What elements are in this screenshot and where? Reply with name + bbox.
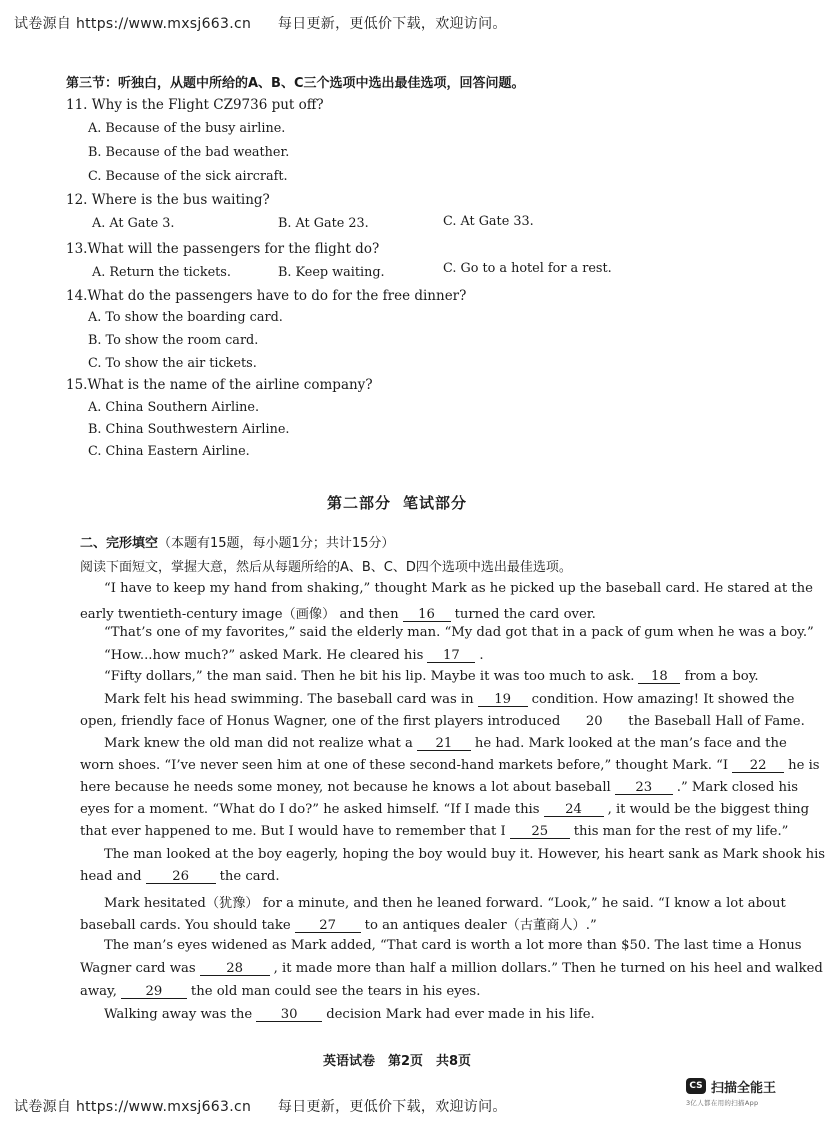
question-11: 11. Why is the Flight CZ9736 put off? [66,97,324,113]
q15-option-b: B. China Southwestern Airline. [88,422,290,437]
q14-option-a: A. To show the boarding card. [88,310,283,325]
passage-line-9: worn shoes. “I’ve never seen him at one of these second-hand markets before,” thought Mark. “I 22 he is [80,758,820,773]
q14-option-c: C. To show the air tickets. [88,356,257,371]
section-head-listening: 第三节：听独白，从题中所给的A、B、C三个选项中选出最佳选项，回答问题。 [66,76,525,91]
blank-22[interactable]: 22 [732,759,784,773]
passage-line-15: Mark hesitated（犹豫） for a minute, and then he leaned forward. “Look,” he said. “I know a lot about [104,896,786,911]
passage-line-17: The man’s eyes widened as Mark added, “That card is worth a lot more than $50. The last time a Honus [104,938,802,953]
passage-line-10: here because he needs some money, not because he knows a lot about baseball 23 .” Mark closed his [80,780,798,795]
blank-28[interactable]: 28 [200,962,270,976]
q11-option-b: B. Because of the bad weather. [88,145,290,160]
part-title-a: 第二部分 [326,494,391,512]
part-title [0,492,794,513]
banner-prefix-bottom: 试卷源自 [14,1099,72,1115]
cloze-note: （本题有15题，每小题1分；共计15分） [158,536,395,551]
passage-line-5: “Fifty dollars,” the man said. Then he bit his lip. Maybe it was too much to ask. 18 from a boy. [104,669,759,684]
cloze-header [80,532,394,551]
question-14: 14.What do the passengers have to do for the free dinner? [66,288,467,304]
blank-29[interactable]: 29 [121,985,187,999]
passage-line-1: “I have to keep my hand from shaking,” thought Mark as he picked up the baseball card. He stared at the [104,581,813,596]
cloze-label: 二、完形填空 [80,536,159,551]
passage-line-8: Mark knew the old man did not realize what a 21 he had. Mark looked at the man’s face and the [104,736,787,751]
passage-line-16: baseball cards. You should take 27 to an antiques dealer（古董商人）.” [80,918,597,933]
passage-line-12: that ever happened to me. But I would have to remember that I 25 this man for the rest of my life.” [80,824,789,839]
passage-line-20: Walking away was the 30 decision Mark had ever made in his life. [104,1007,595,1022]
camscanner-tagline: 3亿人都在用的扫描App [686,1099,759,1107]
blank-27[interactable]: 27 [295,919,361,933]
passage-line-6: Mark felt his head swimming. The baseball card was in 19 condition. How amazing! It showed the [104,692,795,707]
passage-line-3: “That’s one of my favorites,” said the elderly man. “My dad got that in a pack of gum when he was a boy.” [104,625,814,640]
question-13: 13.What will the passengers for the flight do? [66,241,380,257]
camscanner-logo-icon: CS [686,1078,706,1094]
page-number: 英语试卷 第2页 共8页 [322,1054,472,1069]
blank-16[interactable]: 16 [403,608,451,622]
blank-20[interactable]: 20 [585,714,603,729]
cloze-directions: 阅读下面短文，掌握大意，然后从每题所给的A、B、C、D四个选项中选出最佳选项。 [80,560,572,575]
passage-line-14: head and 26 the card. [80,869,280,884]
blank-25[interactable]: 25 [510,825,570,839]
passage-line-13: The man looked at the boy eagerly, hoping the boy would buy it. However, his heart sank as Mark shook his [104,847,825,862]
passage-line-2: early twentieth-century image（画像） and then 16 turned the card over. [80,607,596,622]
banner-slogan: 每日更新，更低价下载，欢迎访问。 [277,16,507,32]
part-title-b: 笔试部分 [403,494,468,512]
passage-line-4: “How...how much?” asked Mark. He cleared his 17 . [104,648,484,663]
blank-24[interactable]: 24 [544,803,604,817]
blank-21[interactable]: 21 [417,737,471,751]
blank-30[interactable]: 30 [256,1008,322,1022]
q15-option-a: A. China Southern Airline. [88,400,260,415]
banner-url-bottom[interactable]: https://www.mxsj663.cn [75,1099,252,1115]
banner-url[interactable]: https://www.mxsj663.cn [75,16,252,32]
q14-option-b: B. To show the room card. [88,333,259,348]
blank-19[interactable]: 19 [478,693,528,707]
passage-line-11: eyes for a moment. “What do I do?” he asked himself. “If I made this 24 , it would be the biggest thing [80,802,810,817]
blank-17[interactable]: 17 [427,649,475,663]
q11-option-c: C. Because of the sick aircraft. [88,169,288,184]
blank-18[interactable]: 18 [638,670,680,684]
q12-option-a: A. At Gate 3. [92,216,175,231]
blank-26[interactable]: 26 [146,870,216,884]
camscanner-name: 扫描全能王 [711,1081,777,1096]
q11-option-a: A. Because of the busy airline. [88,121,286,136]
q15-option-c: C. China Eastern Airline. [88,444,250,459]
question-12: 12. Where is the bus waiting? [66,192,270,208]
passage-line-18: Wagner card was 28 , it made more than half a million dollars.” Then he turned on his heel and walked [80,961,823,976]
q12-option-b: B. At Gate 23. [278,216,369,231]
q13-option-a: A. Return the tickets. [92,265,231,280]
banner-slogan-bottom: 每日更新，更低价下载，欢迎访问。 [277,1099,507,1115]
passage-line-7: open, friendly face of Honus Wagner, one of the first players introduced 20 the Baseball Hall of Fame. [80,714,805,729]
blank-23[interactable]: 23 [615,781,673,795]
banner-prefix: 试卷源自 [14,16,72,32]
bottom-banner [14,1096,507,1116]
q13-option-b: B. Keep waiting. [278,265,385,280]
top-banner [14,13,507,33]
q12-option-c: C. At Gate 33. [443,214,534,229]
question-15: 15.What is the name of the airline company? [66,377,373,393]
q13-option-c: C. Go to a hotel for a rest. [443,261,612,276]
passage-line-19: away, 29 the old man could see the tears in his eyes. [80,984,481,999]
